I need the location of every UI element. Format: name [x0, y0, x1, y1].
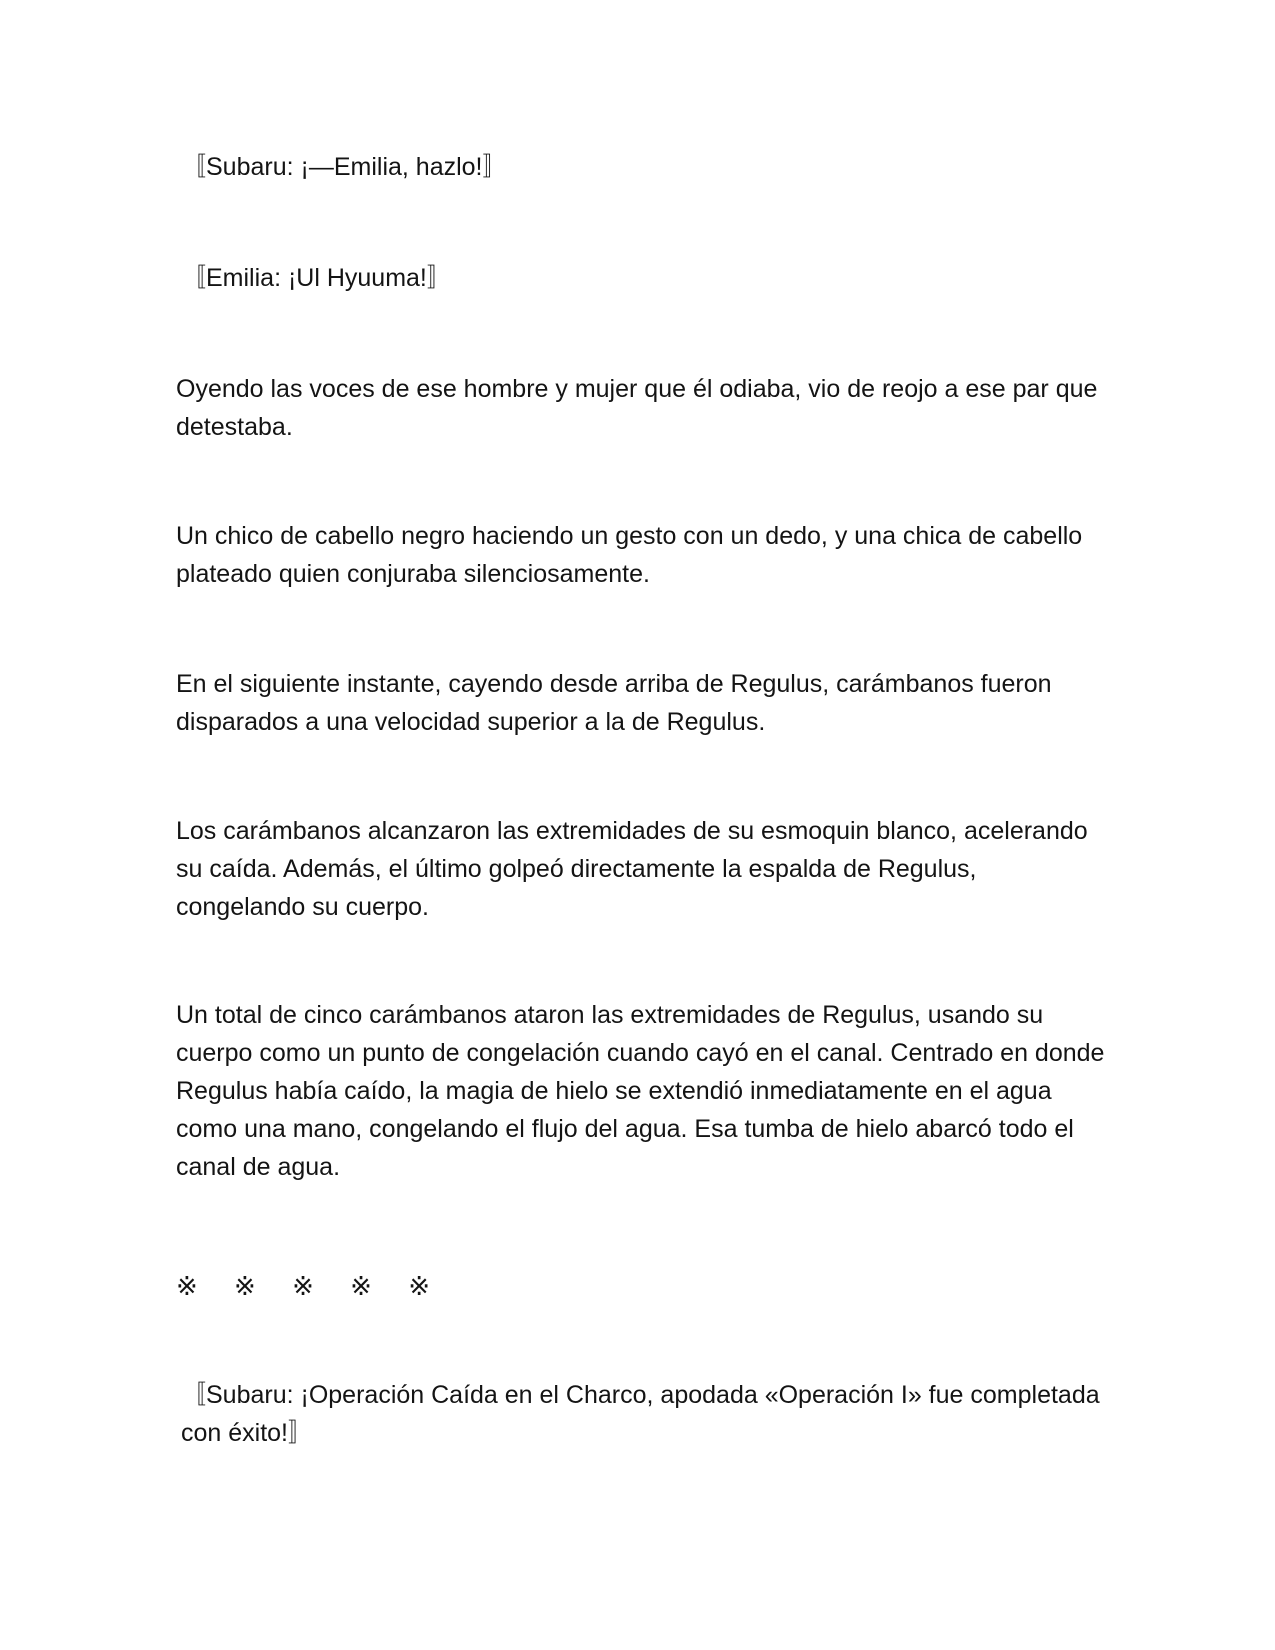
dialogue-subaru-1: 〚Subaru: ¡—Emilia, hazlo!〛 — [181, 153, 508, 181]
paragraph-3: En el siguiente instante, cayendo desde arriba de Regulus, carámbanos fueron disparados a una velocidad superior a la de Regulus. — [176, 670, 1052, 736]
paragraph-4: Los carámbanos alcanzaron las extremidades de su esmoquin blanco, acelerando su caída. Además, el último golpeó directamente la espalda de Regulus, congelando su cuerpo. — [176, 817, 1088, 921]
scene-separator: ※ ※ ※ ※ ※ — [176, 1272, 430, 1302]
paragraph-5: Un total de cinco carámbanos ataron las extremidades de Regulus, usando su cuerpo como un punto de congelación cuando cayó en el canal. Centrado en donde Regulus había caído, la magia de hielo se extendió inmediatamente en el agua como una mano, congelando el flujo del agua. Esa tumba de hielo abarcó todo el canal de agua. — [176, 1001, 1105, 1181]
dialogue-subaru-2: 〚Subaru: ¡Operación Caída en el Charco, apodada «Operación I» fue completada con éxito!〛 — [181, 1381, 1100, 1447]
paragraph-2: Un chico de cabello negro haciendo un gesto con un dedo, y una chica de cabello plateado quien conjuraba silenciosamente. — [176, 522, 1083, 588]
paragraph-1: Oyendo las voces de ese hombre y mujer que él odiaba, vio de reojo a ese par que detestaba. — [176, 375, 1098, 441]
dialogue-emilia: 〚Emilia: ¡Ul Hyuuma!〛 — [181, 264, 452, 292]
